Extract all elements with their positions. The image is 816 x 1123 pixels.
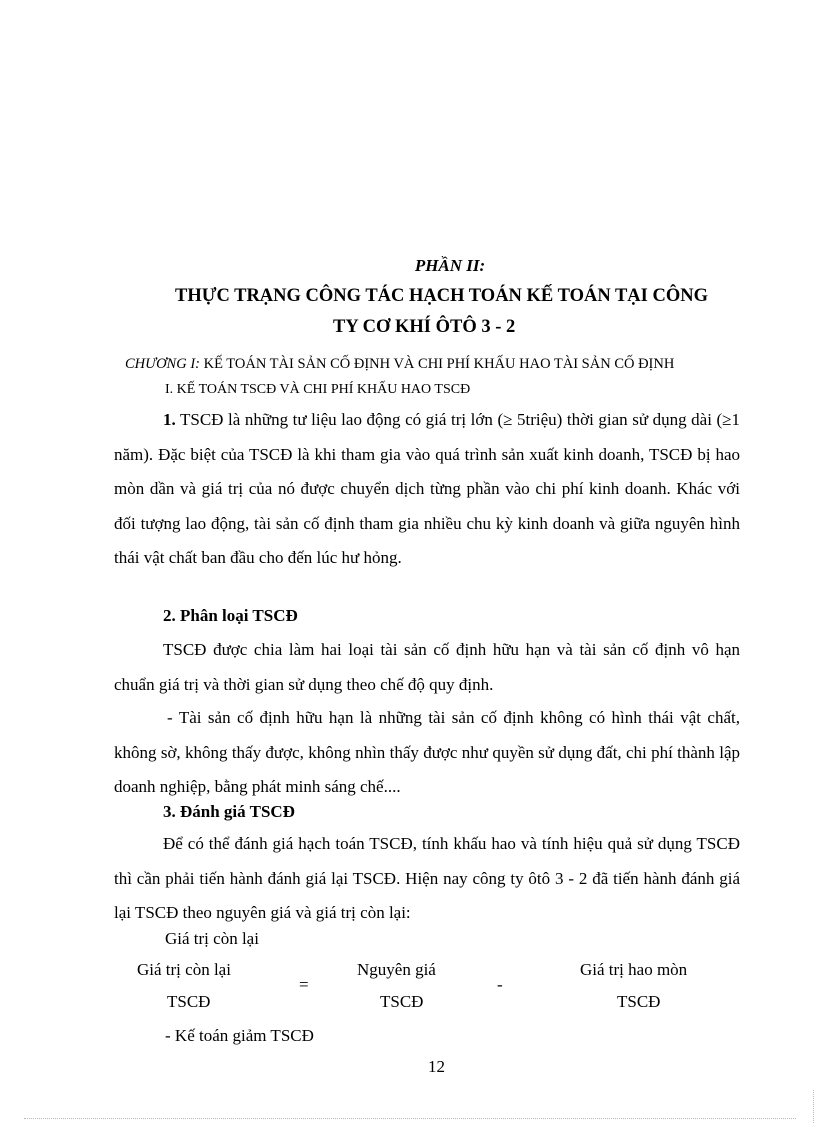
formula-mid-top: Nguyên giá [357,960,436,979]
formula-left-bottom: TSCĐ [167,992,211,1011]
page-right-border [813,1090,814,1123]
formula-minus: - [497,975,503,994]
main-title-line-2: TY CƠ KHÍ ÔTÔ 3 - 2 [333,317,516,337]
section-heading: I. KẾ TOÁN TSCĐ VÀ CHI PHÍ KHẤU HAO TSCĐ [165,382,471,397]
formula-intro: Giá trị còn lại [165,929,259,948]
paragraph-1-number: 1. [163,410,176,429]
last-line: - Kế toán giảm TSCĐ [165,1026,314,1045]
chapter-label: CHƯƠNG I: [125,356,200,372]
part-title: PHẦN II: [414,256,486,275]
heading-danh-gia: 3. Đánh giá TSCĐ [163,802,295,821]
main-title-line-1: THỰC TRẠNG CÔNG TÁC HẠCH TOÁN KẾ TOÁN TẠI CÔNG [175,286,708,306]
page-number: 12 [428,1057,445,1076]
formula-right-bottom: TSCĐ [617,992,661,1011]
page-bottom-border [24,1118,796,1119]
formula-mid-bottom: TSCĐ [380,992,424,1011]
paragraph-1-text: TSCĐ là những tư liệu lao động có giá trị lớn (≥ 5triệu) thời gian sử dụng dài (≥1 năm). Đặc biệt của TSCĐ là khi tham gia vào quá trình sản xuất kinh doanh, TSCĐ bị hao mòn dần và giá trị của nó được chuyển dịch từng phần vào chi phí kinh doanh. Khác với đối tượng lao động, tài sản cố định tham gia nhiều chu kỳ kinh doanh và giữa nguyên hình thái vật chất ban đầu cho đến lúc hư hỏng. [114,410,740,567]
formula-right-top: Giá trị hao mòn [580,960,688,979]
chapter-text: KẾ TOÁN TÀI SẢN CỐ ĐỊNH VÀ CHI PHÍ KHẤU HAO TÀI SẢN CỐ ĐỊNH [199,356,675,372]
paragraph-3: - Tài sản cố định hữu hạn là những tài sản cố định không có hình thái vật chất, không sờ, không thấy được, không nhìn thấy được như quyền sử dụng đất, chi phí thành lập doanh nghiệp, bằng phát minh sáng chế.... [114,708,740,796]
paragraph-4: Để có thể đánh giá hạch toán TSCĐ, tính khấu hao và tính hiệu quả sử dụng TSCĐ thì cần phải tiến hành đánh giá lại TSCĐ. Hiện nay công ty ôtô 3 - 2 đã tiến hành đánh giá lại TSCĐ theo nguyên giá và giá trị còn lại: [114,834,740,922]
paragraph-2: TSCĐ được chia làm hai loại tài sản cố định hữu hạn và tài sản cố định vô hạn chuẩn giá trị và thời gian sử dụng theo chế độ quy định. [114,640,740,694]
formula-left-top: Giá trị còn lại [137,960,231,979]
heading-phan-loai: 2. Phân loại TSCĐ [163,606,298,625]
formula-equals: = [299,975,309,994]
paragraph-1 [114,403,740,576]
chapter-heading [125,356,674,373]
